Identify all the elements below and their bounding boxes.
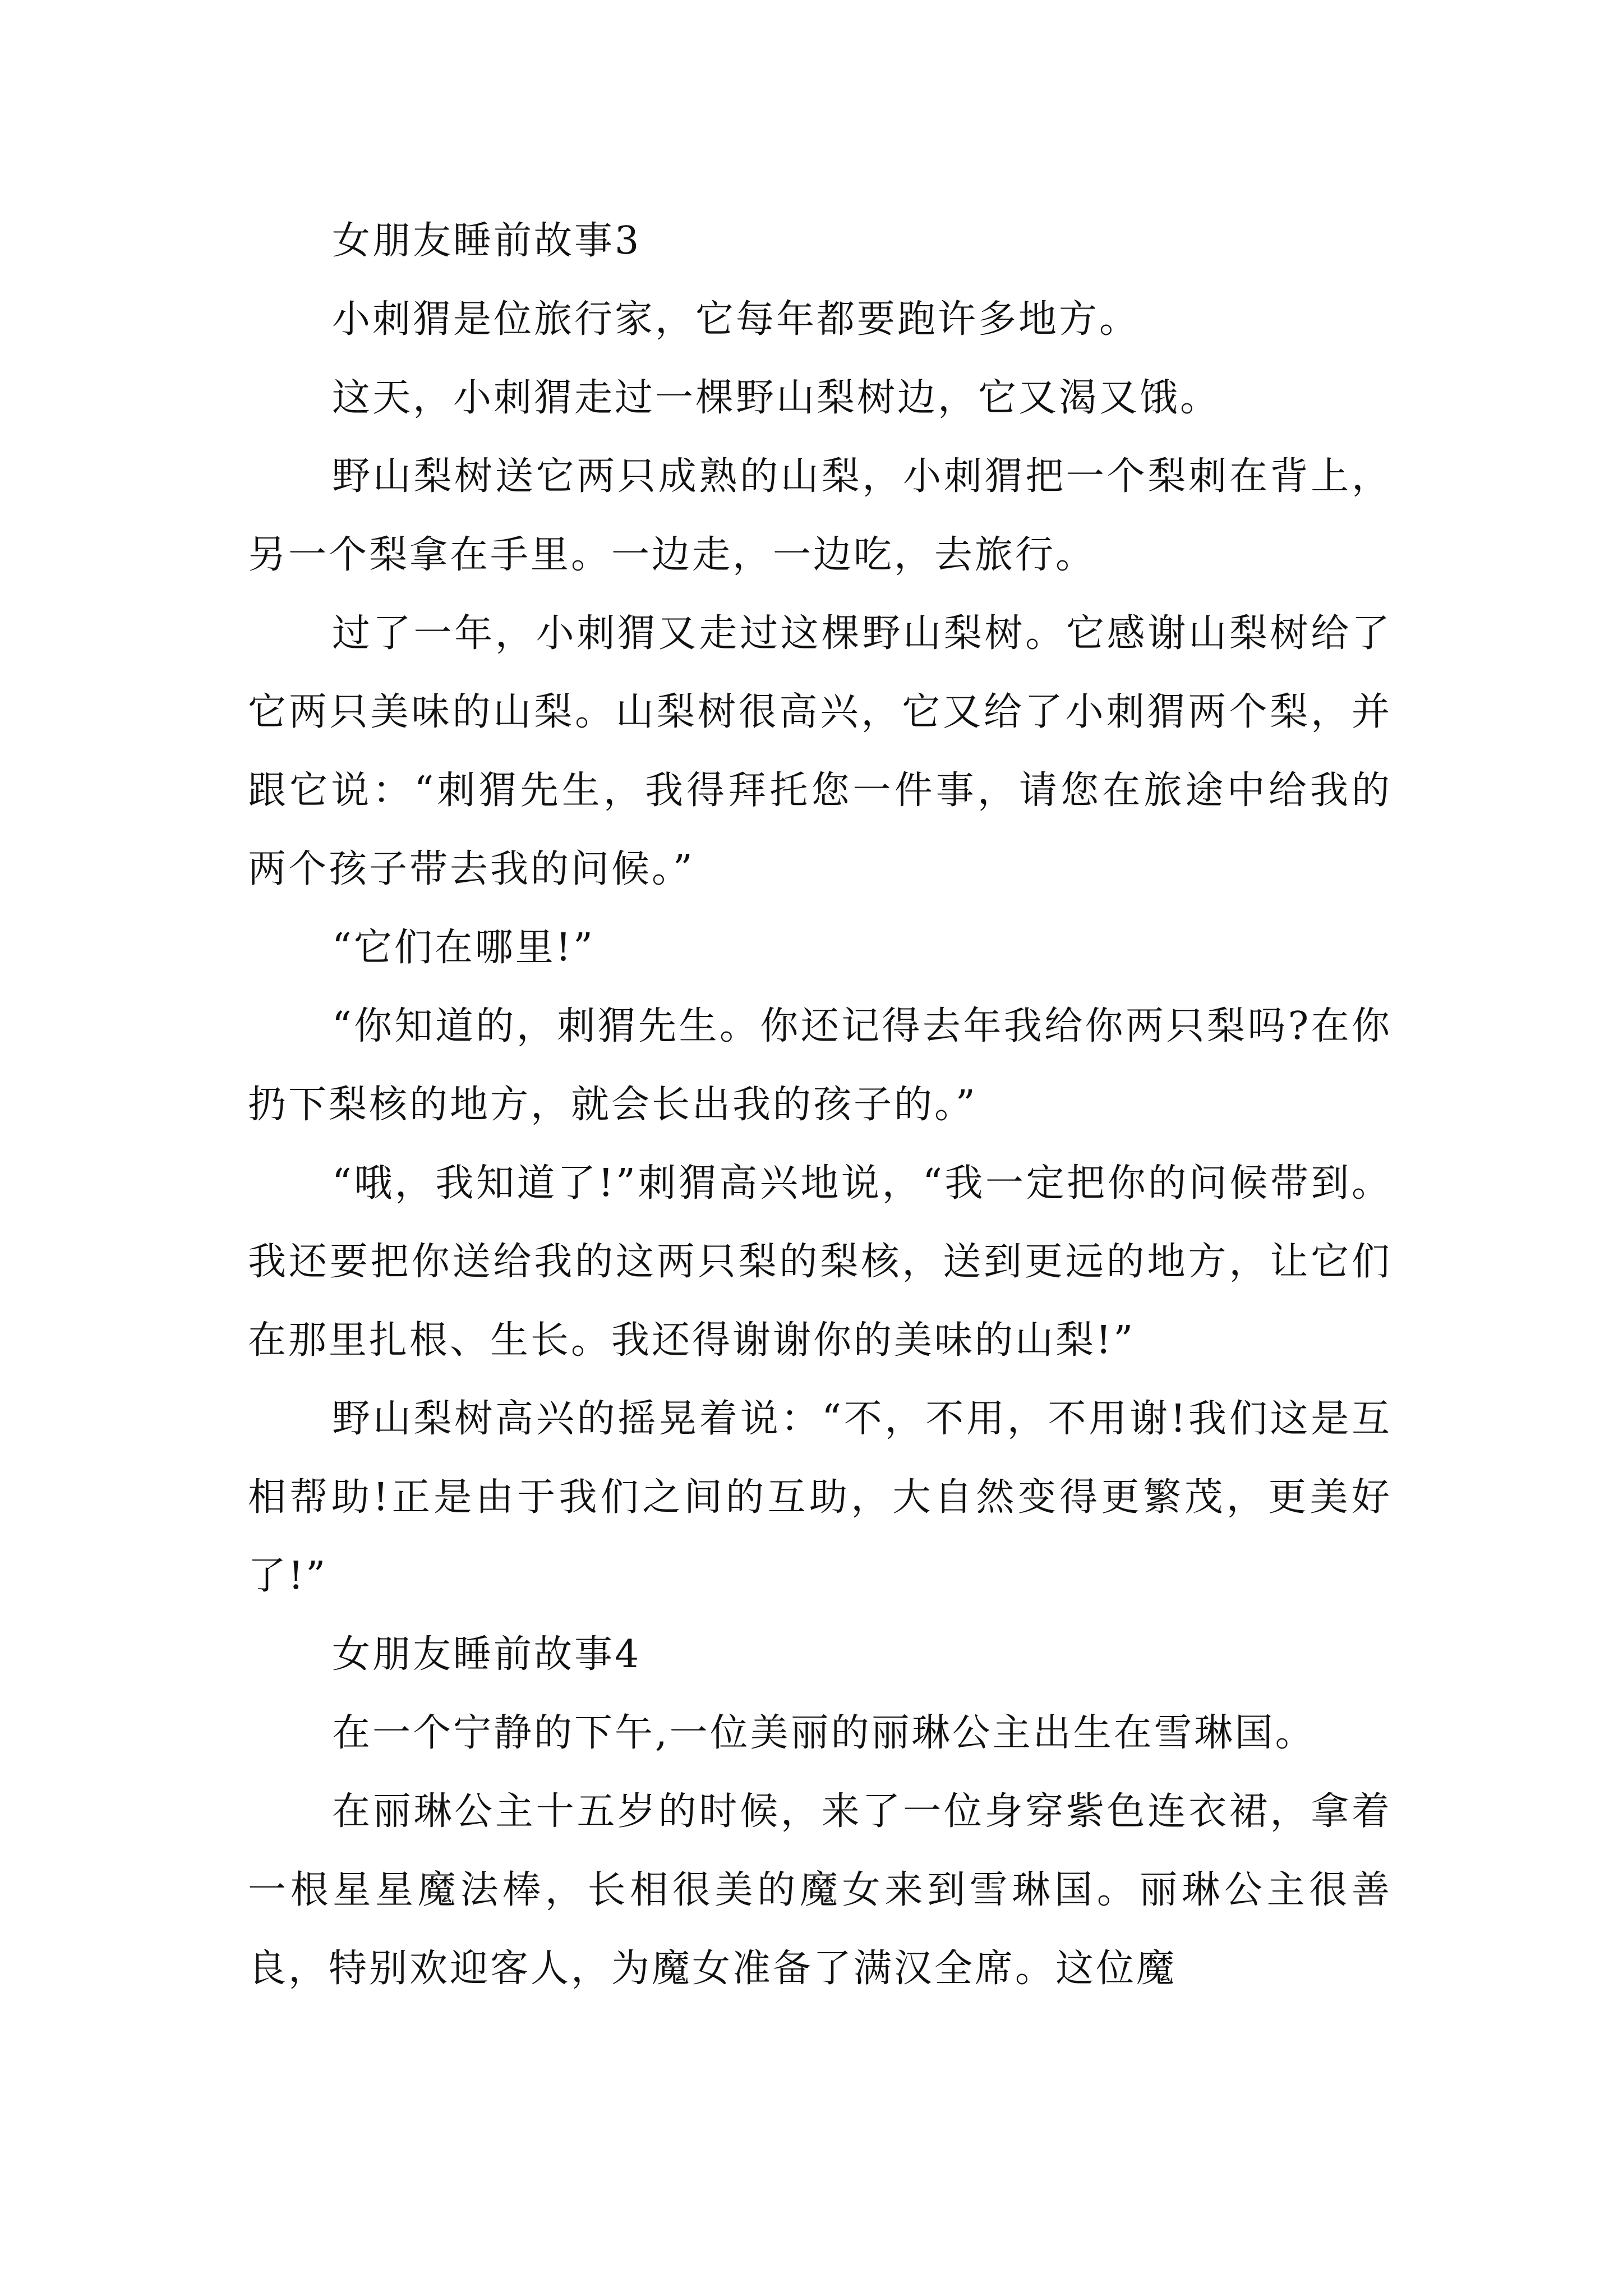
paragraph: 这天，小刺猬走过一棵野山梨树边，它又渴又饿。 [332, 376, 1221, 420]
paragraph: 在丽琳公主十五岁的时候，来了一位身穿紫色连衣裙，拿着一根星星魔法棒，长相很美的魔女来到雪琳国。丽琳公主很善良，特别欢迎客人，为魔女准备了满汉全席。这位魔 [248, 1789, 1392, 1991]
paragraph: “哦，我知道了!”刺猬高兴地说，“我一定把你的问候带到。我还要把你送给我的这两只梨的梨核，送到更远的地方，让它们在那里扎根、生长。我还得谢谢你的美味的山梨!” [248, 1161, 1392, 1363]
paragraph: 在一个宁静的下午,一位美丽的丽琳公主出生在雪琳国。 [332, 1711, 1316, 1755]
paragraph: 小刺猬是位旅行家，它每年都要跑许多地方。 [332, 297, 1140, 342]
document-body [248, 202, 1392, 2008]
story-4-title: 女朋友睡前故事4 [332, 1632, 642, 1677]
paragraph: “你知道的，刺猬先生。你还记得去年我给你两只梨吗?在你扔下梨核的地方，就会长出我的孩子的。” [248, 1004, 1392, 1127]
paragraph: 野山梨树高兴的摇晃着说：“不，不用，不用谢!我们这是互相帮助!正是由于我们之间的互助，大自然变得更繁茂，更美好了!” [248, 1397, 1392, 1598]
paragraph: 野山梨树送它两只成熟的山梨，小刺猬把一个梨刺在背上，另一个梨拿在手里。一边走，一边吃，去旅行。 [248, 454, 1392, 577]
paragraph: 过了一年，小刺猬又走过这棵野山梨树。它感谢山梨树给了它两只美味的山梨。山梨树很高兴，它又给了小刺猬两个梨，并跟它说：“刺猬先生，我得拜托您一件事，请您在旅途中给我的两个孩子带去我的问候。” [248, 611, 1392, 891]
story-3-title: 女朋友睡前故事3 [332, 219, 642, 263]
paragraph: “它们在哪里!” [332, 926, 595, 970]
